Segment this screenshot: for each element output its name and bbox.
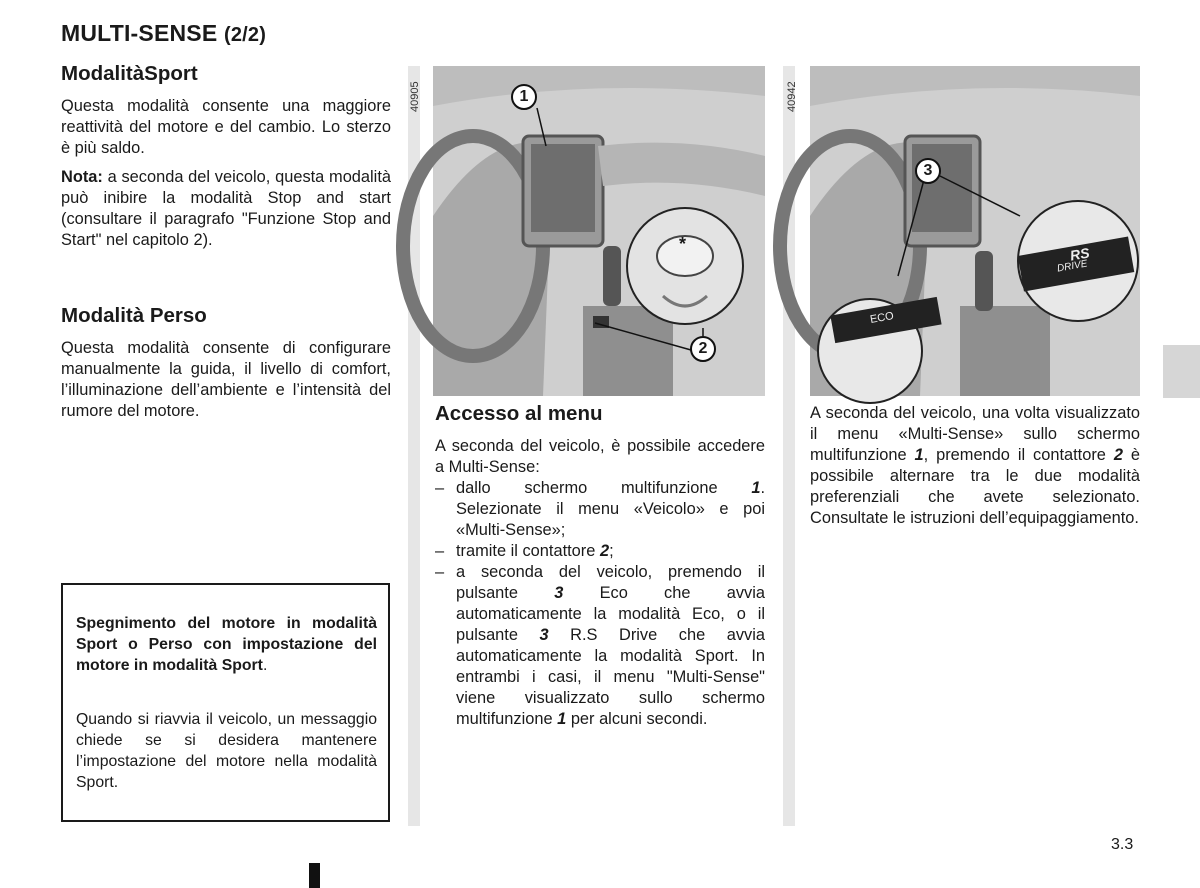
col3-text: è possibile alternare tra le due modalità preferenziali che avete selezionato. Consultate le istruzioni dell’equipaggiamento. [810,446,1140,527]
list-text: a seconda del veicolo, premendo il pulsante [456,563,765,602]
sport-note [61,167,391,251]
callout-1: 1 [511,84,537,110]
ref-number: 2 [1113,446,1123,464]
rs-logo-label: RS [1068,244,1091,264]
ref-number: 3 [554,584,564,602]
list-text: dallo schermo multifunzione [456,479,752,497]
button-star-icon: * [679,234,687,254]
page-number: 3.3 [1111,836,1134,853]
list-text: per alcuni secondi. [566,710,708,728]
warning-title [76,613,377,676]
figure-dashboard-1 [409,66,765,396]
list-text: R.S Drive che avvia automaticamente la modalità Sport. In entrambi i casi, il menu "Multi-Sense" viene visualizzato sullo schermo multifunzione [456,626,765,728]
callout-2: 2 [690,336,716,362]
note-label: Nota: [61,168,103,186]
warning-body: Quando si riavvia il veicolo, un messaggio chiede se si desidera mantenere l’impostazione del motore nella modalità Sport. [76,711,377,791]
list-item-text [456,478,765,541]
list-text: Eco che avvia automaticamente la modalità Eco, o il pulsante [456,584,765,644]
col3-paragraph [810,403,1140,529]
perso-paragraph: Questa modalità consente di configurare manualmente la guida, il livello di comfort, l’illuminazione dell’ambiente e l’intensità del rumore del motore. [61,339,391,420]
sport-paragraph: Questa modalità consente una maggiore reattività del motore e del cambio. Lo sterzo è più saldo. [61,97,391,157]
figure-dashboard-2 [786,66,1140,396]
list-text: . Selezionate il menu «Veicolo» e poi «Multi-Sense»; [456,479,765,539]
col3-text: A seconda del veicolo, una volta visualizzato il menu «Multi-Sense» sullo schermo multifunzione [810,404,1140,464]
list-dash: – [435,563,445,581]
list-text: ; [609,542,614,560]
ref-number: 3 [539,626,549,644]
warning-box [61,583,390,822]
crop-mark [309,863,320,888]
list-dash: – [435,542,445,560]
note-text: a seconda del veicolo, questa modalità può inibire la modalità Stop and start (consultare il paragrafo "Funzione Stop and Start" nel capitolo 2). [61,168,391,249]
callout-3: 3 [915,158,941,184]
eco-button-label: ECO [869,310,895,326]
drive-label: DRIVE [1056,258,1089,275]
ref-number: 1 [914,446,924,464]
figure-code: 40905 [409,81,421,112]
dashboard-illustration-2 [810,66,1140,396]
chapter-tab [1163,345,1200,398]
title-text: MULTI-SENSE [61,20,218,46]
list-dash: – [435,479,445,497]
heading-access: Accesso al menu [435,402,603,425]
warning-title-text: Spegnimento del motore in modalità Sport o Perso con impostazione del motore in modalità Sport [76,615,377,674]
ref-number: 2 [599,542,610,560]
list-item-text [456,562,765,730]
figure-code: 40942 [786,81,798,112]
access-intro: A seconda del veicolo, è possibile accedere a Multi-Sense: [435,437,765,476]
ref-number: 1 [557,710,567,728]
ref-number: 1 [751,479,761,497]
heading-perso: Modalità Perso [61,304,207,327]
list-item-text [456,541,765,562]
heading-sport: ModalitàSport [61,62,198,85]
title-part: (2/2) [223,24,267,46]
page-title [61,20,266,47]
warning-title-end: . [262,657,268,674]
col3-text: , premendo il contattore [923,446,1114,464]
list-text: tramite il contattore [456,542,600,560]
